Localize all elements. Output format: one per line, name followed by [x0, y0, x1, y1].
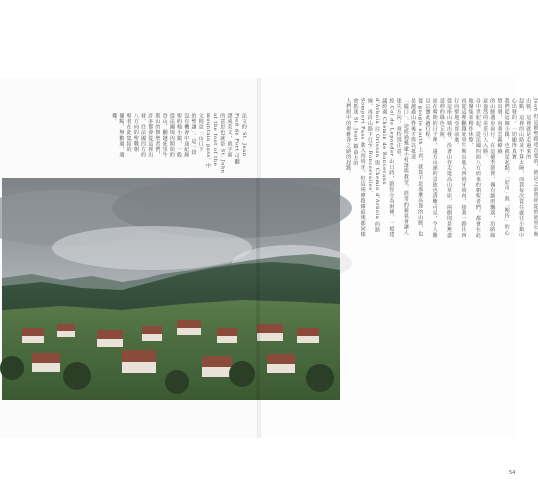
right-line: 自中世紀起，從法國四面八方而來的朝聖者們，都會在此地聚集並稍作休整， — [467, 98, 481, 238]
left-line: 發，往法國四方的 — [140, 113, 147, 158]
right-body — [344, 98, 538, 238]
left-line: 的意思也就是 St. John — [219, 113, 226, 174]
left-line: 據點，無數過，遇 — [118, 113, 125, 158]
left-line: 譯成英文，就字面 — [226, 113, 233, 158]
right-line: Jean 但這朝聖路途首要的，就是之前曾經從的庇里牛斯山脈，這裡就是走過來的 — [525, 98, 538, 237]
left-line: 斯山的朝聖者們， — [154, 113, 161, 158]
left-line: at the foot of the — [212, 113, 219, 167]
right-line: 經 Col de Lepoeder 山口時，路徑分為兩條，一般建議經過 Chemin de Roncevaux — [381, 98, 395, 238]
right-line: 從 google earth 上看，就算不是那麼高聳的山脈，也是越過山脊後才得以抵達 — [410, 98, 424, 237]
left-line: 沒有機會中途紀錄 — [183, 113, 190, 158]
right-line: d'Arbola 往 Orisson 與 Chemin d'Arbola 的路線，再沿山路下行至 Roncesvalles。 — [366, 98, 381, 233]
right-line: 起點，這裡的山路並不算太險，而我每次從住處往小鎮中心出發的，一切顯得真實 — [510, 98, 525, 238]
left-line: 聖者在此集結的 — [125, 113, 132, 153]
right-line: 人們眼中的聖雅各之路的起點。 — [345, 98, 352, 177]
left-line: 難。 — [111, 113, 118, 125]
right-line: 的山脈邁步前行。在這個季節裡，偶有細雨飄落，沿路綠意盎然的美景引人入勝。 — [482, 98, 496, 238]
right-line: 再從這裡翻越庇里牛斯山進入西班牙境內，接著一路往西行向聖地亞哥前進。 — [453, 98, 467, 238]
right-line: 而在晴朗的日子裡，遠方山頭的景致也清晰可見，令人難以忘懷此趟行程。 — [424, 98, 438, 238]
left-line: 法文的 St. Jean — [240, 113, 247, 157]
right-line: 我們從這個小鎮，也就是起點，「好奇」與「期待」的心情出發，向著雲霧繚繞 — [496, 98, 510, 236]
right-line: 「隘口」，途經過幾處小村落與教堂，經常的霧氣會讓人迷失方向，須特別注意。 — [395, 98, 409, 236]
left-line: 的聖讓」。這一段 — [190, 113, 197, 156]
right-page-text — [344, 98, 538, 238]
left-line: 聖約翰小鎮，一般 — [176, 113, 183, 158]
left-line: 登山、翻越庇里牛 — [161, 113, 168, 158]
right-line: Somport Pass 進入西班牙，但這兩條路線最後都同樣會抵達 St. Jean 鎮前方的 — [352, 98, 366, 238]
left-line: 許多都會從這裡出 — [147, 113, 154, 158]
left-line: 從法國境內開始的 — [168, 113, 175, 158]
right-line: 從這座山城出發，沿著山谷走進高山草原，兩側則是無盡延伸的綠色丘陵， — [438, 98, 453, 238]
left-line: Pied de Port 可翻 — [233, 113, 240, 165]
landscape-photo — [2, 178, 340, 400]
page-number: 54 — [509, 470, 516, 476]
left-line: 八方向的聖戰朝 — [132, 113, 139, 153]
left-line: 文則是「山口下 — [197, 113, 204, 153]
left-line: mountain pass，中 — [204, 113, 211, 169]
